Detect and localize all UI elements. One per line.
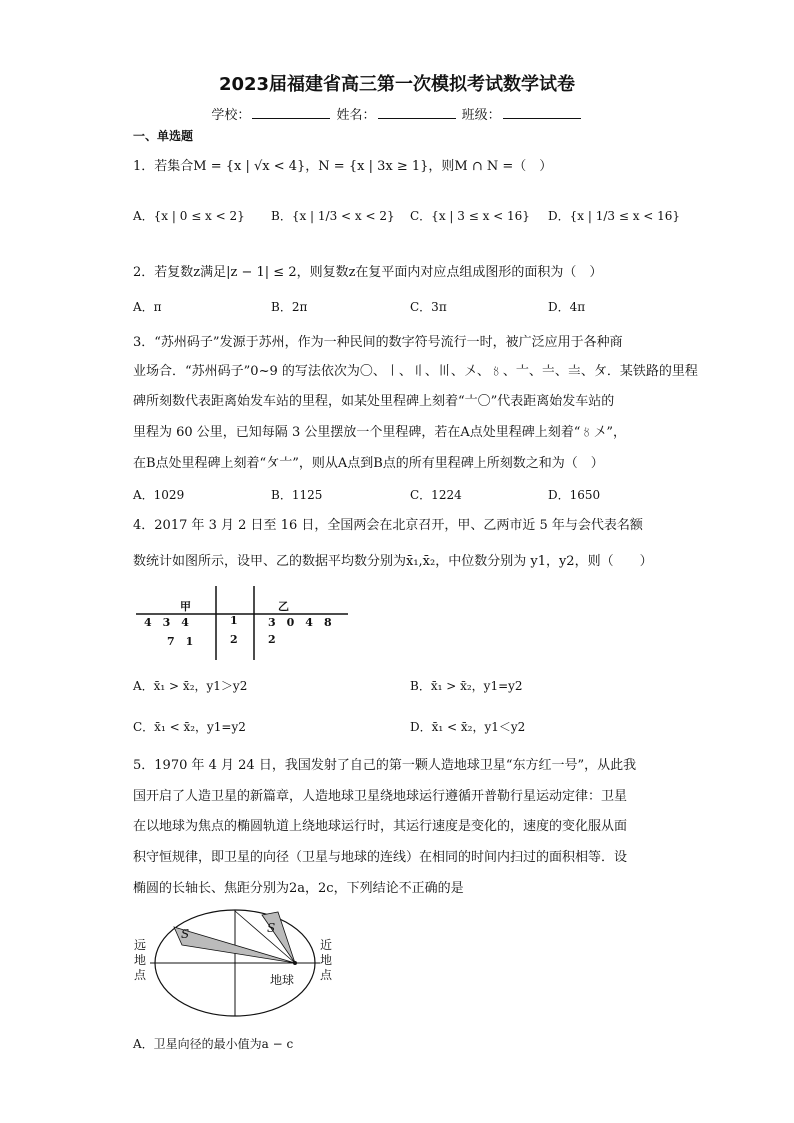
stem-leaf-plot (136, 584, 350, 662)
area-s-left: S (181, 927, 190, 941)
earth-label: 地球 (270, 973, 295, 987)
class-field[interactable] (503, 106, 581, 119)
q4-option-b[interactable]: B．x̄₁ > x̄₂，y1=y2 (410, 679, 523, 693)
section-heading: 一、单选题 (133, 129, 194, 143)
yi-label: 乙 (278, 600, 289, 613)
school-label: 学校： (211, 108, 251, 123)
yi-leaves-row2: 2 (268, 633, 276, 646)
stem-row1: 1 (230, 614, 238, 627)
school-field[interactable] (252, 106, 330, 119)
q4-line2: 数统计如图所示，设甲、乙的数据平均数分别为x̄₁,x̄₂，中位数分别为 y1，y2，则（ ） (133, 554, 653, 569)
near-point-label: 近地点 (320, 938, 333, 982)
q2-option-c[interactable]: C．3π (410, 300, 447, 314)
stem-row2: 2 (230, 633, 238, 646)
page-title: 2023届福建省高三第一次模拟考试数学试卷 (218, 74, 576, 95)
name-field[interactable] (378, 106, 456, 119)
q3-line2: 业场合．“苏州码子”0~9 的写法依次为〇、〡、〢、〣、〤、〥、〦、〧、〨、〩．某铁路的里程 (133, 364, 698, 379)
q5-line5: 椭圆的长轴长、焦距分别为2a，2c，下列结论不正确的是 (133, 881, 464, 896)
orbit-diagram (130, 905, 340, 1025)
q5-line2: 国开启了人造卫星的新篇章，人造地球卫星绕地球运行遵循开普勒行星运动定律：卫星 (133, 789, 628, 804)
jia-label: 甲 (180, 600, 191, 613)
q3-line5: 在B点处里程碑上刻着“〩〦”，则从A点到B点的所有里程碑上所刻数之和为（ ） (133, 456, 604, 471)
q2-option-b[interactable]: B．2π (271, 300, 308, 314)
q1-option-c[interactable]: C．{x | 3 ≤ x < 16} (410, 209, 530, 223)
q2-option-a[interactable]: A．π (133, 300, 162, 314)
far-point-label: 远地点 (134, 938, 147, 982)
yi-leaves-row1: 3 0 4 8 (268, 616, 332, 629)
q2-option-d[interactable]: D．4π (548, 300, 586, 314)
q4-option-c[interactable]: C．x̄₁ < x̄₂，y1=y2 (133, 720, 246, 734)
q5-line3: 在以地球为焦点的椭圆轨道上绕地球运行时，其运行速度是变化的，速度的变化服从面 (133, 819, 628, 834)
student-info (0, 104, 794, 123)
q4-line1: 4．2017 年 3 月 2 日至 16 日，全国两会在北京召开，甲、乙两市近 5 年与会代表名额 (133, 518, 643, 533)
orbit-figure (130, 905, 340, 1025)
q1-option-a[interactable]: A．{x | 0 ≤ x < 2} (133, 209, 245, 223)
q1-stem: 1．若集合M = {x | √x < 4}，N = {x | 3x ≥ 1}，则M ∩ N =（ ） (133, 159, 553, 174)
q5-line4: 积守恒规律，即卫星的向径（卫星与地球的连线）在相同的时间内扫过的面积相等．设 (133, 850, 628, 865)
q3-option-b[interactable]: B．1125 (271, 488, 323, 502)
q4-option-d[interactable]: D．x̄₁ < x̄₂，y1＜y2 (410, 720, 526, 734)
q3-option-d[interactable]: D．1650 (548, 488, 601, 502)
q5-line1: 5．1970 年 4 月 24 日，我国发射了自己的第一颗人造地球卫星“东方红一号”，从此我 (133, 758, 637, 773)
class-label: 班级： (461, 108, 501, 123)
jia-leaves-row1: 4 3 4 (144, 616, 189, 629)
jia-leaves-row2: 7 1 (167, 635, 194, 648)
q3-line4: 里程为 60 公里，已知每隔 3 公里摆放一个里程碑，若在A点处里程碑上刻着“〥〤”， (133, 425, 627, 440)
q1-option-b[interactable]: B．{x | 1/3 < x < 2} (271, 209, 395, 223)
q3-option-a[interactable]: A．1029 (133, 488, 185, 502)
q4-option-a[interactable]: A．x̄₁ > x̄₂，y1＞y2 (133, 679, 248, 693)
q1-option-d[interactable]: D．{x | 1/3 ≤ x < 16} (548, 209, 681, 223)
q3-line3: 碑所刻数代表距离始发车站的里程，如某处里程碑上刻着“〦〇”代表距离始发车站的 (133, 394, 615, 409)
q5-option-a[interactable]: A．卫星向径的最小值为a − c (133, 1037, 294, 1051)
name-label: 姓名： (336, 108, 376, 123)
q2-stem: 2．若复数z满足|z − 1| ≤ 2，则复数z在复平面内对应点组成图形的面积为（ ） (133, 265, 603, 280)
q3-line1: 3．“苏州码子”发源于苏州，作为一种民间的数字符号流行一时，被广泛应用于各种商 (133, 335, 623, 350)
area-s-right: S (267, 921, 276, 935)
q3-option-c[interactable]: C．1224 (410, 488, 462, 502)
